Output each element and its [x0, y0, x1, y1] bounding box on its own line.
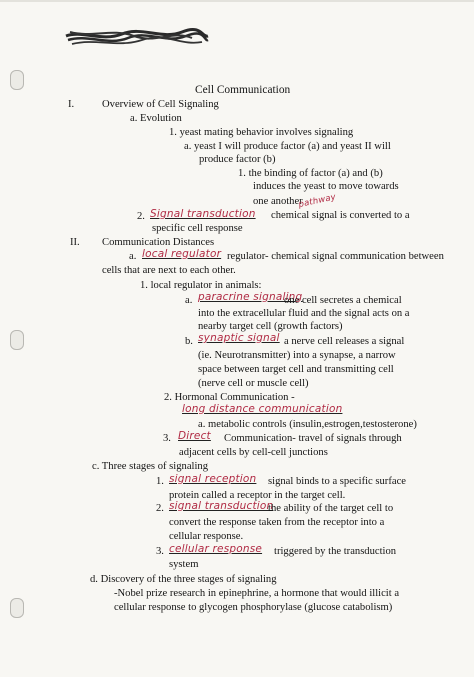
page-title: Cell Communication: [195, 84, 291, 96]
page-edge: [0, 0, 474, 2]
text-line: one another: [253, 196, 303, 207]
text-line: 1. the binding of factor (a) and (b): [238, 168, 383, 179]
text-line: Communication- travel of signals through: [224, 433, 402, 444]
text-line: system: [169, 559, 199, 570]
section-heading: Overview of Cell Signaling: [102, 99, 219, 110]
text-line: specific cell response: [152, 223, 243, 234]
text-line: the ability of the target cell to: [268, 503, 394, 514]
list-number: 1.: [156, 476, 164, 487]
text-line: adjacent cells by cell-cell junctions: [179, 447, 328, 458]
text-line: cells that are next to each other.: [102, 265, 236, 276]
subsection-heading: c. Three stages of signaling: [92, 461, 209, 472]
text-line: (ie. Neurotransmitter) into a synapse, a narrow: [198, 350, 396, 361]
text-line: cellular response to glycogen phosphorylase (glucose catabolism): [114, 602, 393, 613]
text-line: regulator- chemical signal communication between: [227, 251, 444, 262]
text-line: cellular response.: [169, 531, 244, 542]
handwritten-cellular-response: cellular response: [169, 543, 263, 555]
text-line: triggered by the transduction: [274, 546, 397, 557]
text-line: a. metabolic controls (insulin,estrogen,testosterone): [198, 419, 417, 430]
text-line: one cell secretes a chemical: [284, 295, 402, 306]
text-line: -Nobel prize research in epinephrine, a hormone that would illicit a: [114, 588, 400, 599]
section-number: I.: [68, 99, 75, 110]
text-line: a nerve cell releases a signal: [284, 336, 405, 347]
scribbled-name-mark: [62, 26, 212, 50]
handwritten-signal-reception: signal reception: [169, 473, 257, 485]
handwritten-local-regulator: local regulator: [142, 248, 222, 260]
handwritten-direct: Direct: [178, 430, 211, 442]
subsection-heading: d. Discovery of the three stages of signaling: [90, 574, 277, 585]
list-letter: b.: [185, 336, 193, 347]
list-number: 2.: [156, 503, 164, 514]
text-line: (nerve cell or muscle cell): [198, 378, 309, 389]
list-number: 2.: [137, 211, 145, 222]
text-line: a. yeast I will produce factor (a) and yeast II will: [184, 141, 391, 152]
text-line: convert the response taken from the receptor into a: [169, 517, 385, 528]
text-line: 1. yeast mating behavior involves signaling: [169, 127, 354, 138]
text-line: 2. Hormonal Communication -: [164, 392, 295, 403]
list-letter: a.: [129, 251, 137, 262]
handwritten-signal-transduction: Signal transduction: [150, 208, 256, 220]
handwritten-long-distance-communication: long distance communication: [182, 403, 343, 415]
handwritten-synaptic-signal: synaptic signal: [198, 332, 280, 344]
text-line: chemical signal is converted to a: [271, 210, 410, 221]
text-line: a. Evolution: [130, 113, 182, 124]
section-heading: Communication Distances: [102, 237, 215, 248]
binder-hole: [10, 70, 24, 90]
section-number: II.: [70, 237, 80, 248]
binder-hole: [10, 330, 24, 350]
list-number: 3.: [156, 546, 164, 557]
text-line: signal binds to a specific surface: [268, 476, 406, 487]
handwritten-signal-transduction-2: signal transduction: [169, 500, 274, 512]
text-line: induces the yeast to move towards: [253, 181, 399, 192]
text-line: nearby target cell (growth factors): [198, 321, 343, 332]
text-line: 1. local regulator in animals:: [140, 280, 262, 291]
text-line: produce factor (b): [199, 154, 276, 165]
handwritten-pathway: pathway: [297, 192, 337, 211]
text-line: into the extracellular fluid and the signal acts on a: [198, 308, 410, 319]
handwritten-paracrine-signaling: paracrine signaling: [198, 291, 303, 303]
list-number: 3.: [163, 433, 171, 444]
list-letter: a.: [185, 295, 193, 306]
binder-hole: [10, 598, 24, 618]
text-line: protein called a receptor in the target cell.: [169, 490, 346, 501]
text-line: space between target cell and transmitting cell: [198, 364, 394, 375]
